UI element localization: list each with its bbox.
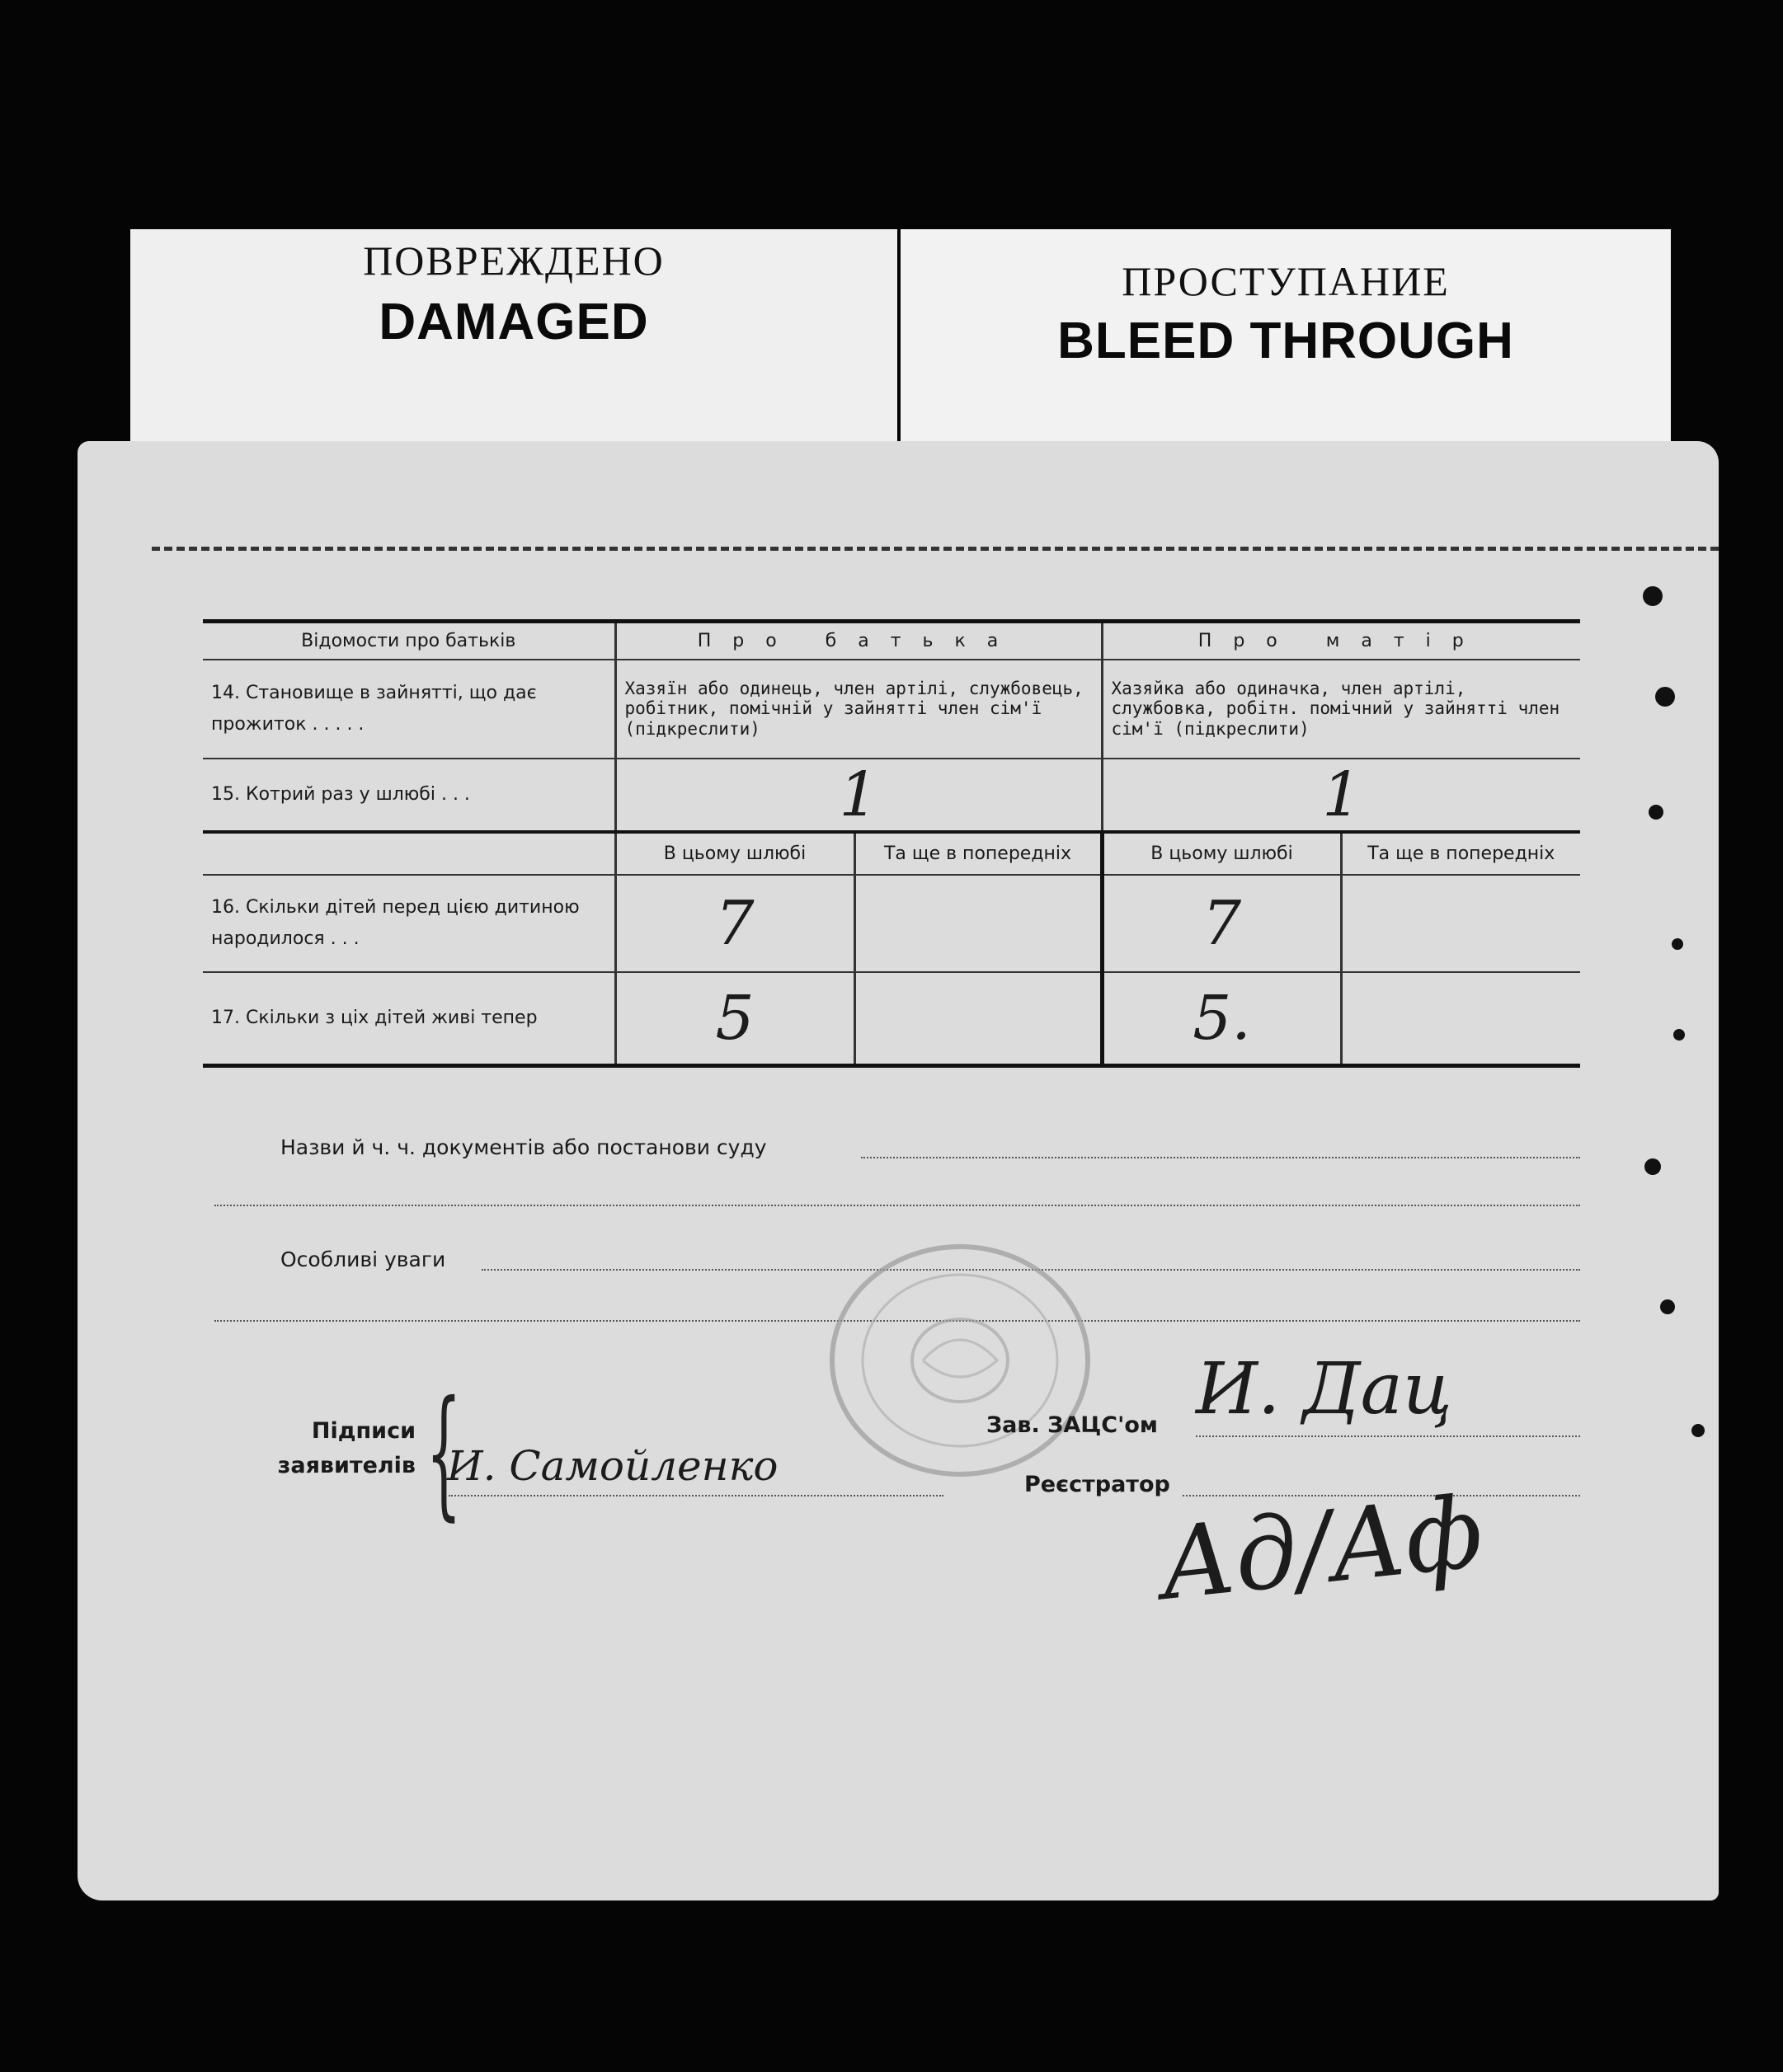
- registrar-label: Реєстратор: [1024, 1472, 1170, 1497]
- subheader-mother-this-marriage: В цьому шлюбі: [1102, 832, 1341, 875]
- header-father: Про батька: [615, 622, 1102, 660]
- row16-mother-previous: [1341, 875, 1580, 972]
- damaged-tag-ru: ПОВРЕЖДЕНО: [363, 237, 665, 284]
- official-stamp: [824, 1237, 1096, 1484]
- registrar-signature: Ад/Аф: [1154, 1474, 1489, 1623]
- applicants-brace: {: [426, 1371, 462, 1534]
- applicants-label: [259, 1414, 416, 1483]
- head-zags-signature: И. Дац: [1196, 1348, 1452, 1431]
- row14-mother-options: Хазяйка або одиначка, член артілі, службовка, робітн. помічний у зайнятті член сім'ї (підкреслити): [1102, 660, 1580, 759]
- documents-label: Назви й ч. ч. документів або постанови суду: [280, 1135, 767, 1159]
- subheader-father-this-marriage: В цьому шлюбі: [615, 832, 854, 875]
- applicant-signature: И. Самойленко: [447, 1442, 779, 1490]
- header-mother: Про матір: [1102, 622, 1580, 660]
- row15-question: 15. Котрий раз у шлюбі . . .: [203, 759, 615, 832]
- applicants-label-line2: заявителів: [277, 1452, 416, 1478]
- row17-question: 17. Скільки з ціх дітей живі тепер: [203, 972, 615, 1066]
- row17-mother-previous: [1341, 972, 1580, 1066]
- row15-father-value: 1: [615, 759, 1102, 832]
- row14-father-options: Хазяїн або одинець, член артілі, службовець, робітник, помічній у зайнятті член сім'ї (підкреслити): [615, 660, 1102, 759]
- row16-mother-this: 7: [1102, 875, 1341, 972]
- parents-info-table: [203, 619, 1580, 1068]
- row16-father-this: 7: [615, 875, 854, 972]
- row17-mother-this: 5.: [1102, 972, 1341, 1066]
- row17-father-this: 5: [615, 972, 854, 1066]
- punch-holes: [1620, 573, 1719, 1480]
- damaged-tag: [130, 229, 897, 477]
- bleed-tag-ru: ПРОСТУПАНИЕ: [1122, 258, 1450, 304]
- row14-question: 14. Становище в зайнятті, що дає прожиток . . . . .: [203, 660, 615, 759]
- applicant-signature-line: [449, 1495, 943, 1496]
- applicants-label-line1: Підписи: [311, 1418, 416, 1444]
- document-sheet: [78, 441, 1719, 1901]
- damaged-tag-en: DAMAGED: [379, 294, 649, 350]
- head-zags-line: [1196, 1435, 1580, 1437]
- bleed-through-tag: [901, 229, 1671, 477]
- header-parents-info: Відомости про батьків: [203, 622, 615, 660]
- notes-label: Особливі уваги: [280, 1247, 446, 1271]
- bleed-tag-en: BLEED THROUGH: [1057, 312, 1514, 369]
- row16-father-previous: [854, 875, 1102, 972]
- row15-mother-value: 1: [1102, 759, 1580, 832]
- subheader-mother-previous: Та ще в попередніх: [1341, 832, 1580, 875]
- documents-line-2: [214, 1205, 1580, 1206]
- perforation-line: [152, 547, 1719, 551]
- row17-father-previous: [854, 972, 1102, 1066]
- head-zags-label: Зав. ЗАЦС'ом: [986, 1412, 1158, 1438]
- subheader-father-previous: Та ще в попередніх: [854, 832, 1102, 875]
- row16-question: 16. Скільки дітей перед цією дитиною народилося . . .: [203, 875, 615, 972]
- documents-line: [861, 1157, 1580, 1158]
